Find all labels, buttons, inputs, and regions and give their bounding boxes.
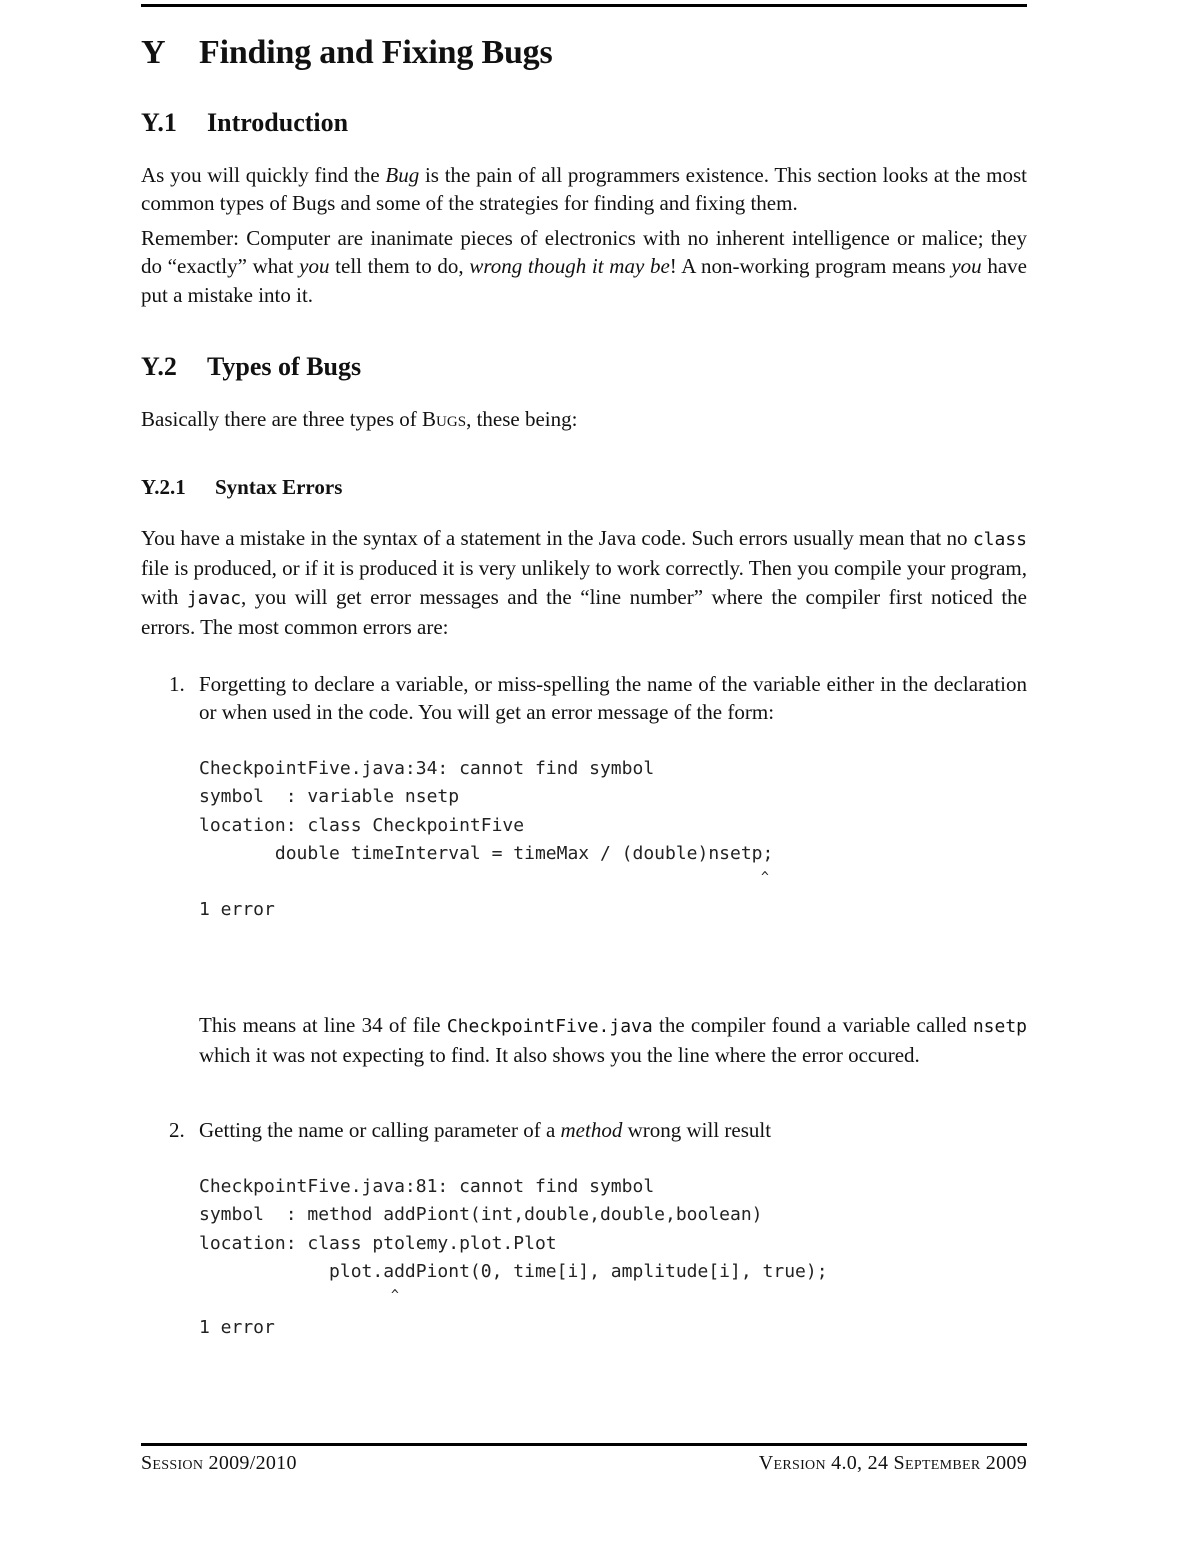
- text-run: Getting the name or calling parameter of a: [199, 1118, 561, 1142]
- chapter-heading: [141, 34, 553, 72]
- footer-version: Version 4.0, 24 September 2009: [758, 1452, 1027, 1474]
- subsection-heading-syntax-errors: [141, 475, 342, 500]
- text-run: the compiler found a variable called: [652, 1013, 973, 1037]
- footer-rule: [141, 1443, 1027, 1446]
- emphasis-you: you: [951, 254, 982, 279]
- intro-paragraph-1: [141, 161, 1027, 218]
- inline-code-class: class: [972, 529, 1027, 550]
- emphasis-bug: Bug: [385, 163, 420, 187]
- text-run: tell them to do,: [329, 254, 470, 279]
- inline-code-variable: nsetp: [972, 1016, 1027, 1037]
- inline-code-javac: javac: [186, 587, 242, 609]
- section-number: Y.1: [141, 108, 177, 137]
- list-item-number: 1.: [169, 672, 185, 696]
- section-title: Introduction: [207, 108, 349, 137]
- section-number: Y.2: [141, 352, 177, 381]
- text-run: Basically there are three types of: [141, 407, 423, 431]
- top-rule: [141, 4, 1027, 7]
- text-run: is the pain of all programmers existence. This section looks at the most common types of Bugs and some of the strategies for finding and fixing them.: [141, 163, 1027, 216]
- text-run: As you will quickly find the: [141, 163, 386, 187]
- text-run: which it was not expecting to find. It also shows you the line where the error occured.: [199, 1043, 920, 1068]
- error-caret: ^: [761, 870, 769, 885]
- error-caret: ^: [391, 1288, 399, 1303]
- text-run: You have a mistake in the syntax of a statement in the Java code. Such errors usually mean that no: [141, 526, 973, 550]
- subsection-title: Syntax Errors: [215, 475, 343, 499]
- text-run: , you will get error messages and the “line number” where the compiler first noticed the errors. The most common errors are:: [141, 584, 1027, 639]
- chapter-number: Y: [141, 34, 166, 71]
- emphasis-method: method: [560, 1118, 623, 1142]
- emphasis-wrong: wrong though it may be: [469, 254, 670, 279]
- code-block-error-2: CheckpointFive.java:81: cannot find symbol symbol : method addPiont(int,double,double,boolean) location: class ptolemy.plot.Plot plot.addPiont(0, time[i], amplitude[i], true); 1 error: [199, 1176, 828, 1339]
- text-run: file is produced, or if it is produced it is very unlikely to work correctly. Then you compile your program, with: [141, 556, 1027, 609]
- list-item-1-explanation: [199, 1011, 1027, 1070]
- text-run: This means at line 34 of file: [199, 1013, 447, 1037]
- text-run: wrong will result: [622, 1118, 772, 1142]
- text-run: have put a mistake into it.: [141, 254, 1027, 307]
- list-item-1-text: Forgetting to declare a variable, or miss-spelling the name of the variable either in the declaration or when used in the code. You will get an error message of the form:: [199, 672, 1027, 725]
- chapter-title: Finding and Fixing Bugs: [199, 34, 553, 71]
- subsection-number: Y.2.1: [141, 475, 186, 499]
- list-item-number: 2.: [169, 1118, 185, 1142]
- text-run: ! A non-working program means: [669, 254, 952, 279]
- inline-code-filename: CheckpointFive.java: [446, 1016, 653, 1037]
- section-heading-introduction: [141, 108, 348, 138]
- text-run: Remember: Computer are inanimate pieces of electronics with no inherent intelligence or malice; they do “exactly” what: [141, 226, 1027, 279]
- list-item-2-text: [199, 1116, 1027, 1144]
- footer-session: Session 2009/2010: [141, 1452, 297, 1474]
- syntax-paragraph: [141, 524, 1027, 641]
- intro-paragraph-2: [141, 224, 1027, 309]
- section-heading-types-of-bugs: [141, 352, 361, 382]
- small-caps-bugs: Bugs: [422, 407, 467, 431]
- code-block-error-1: CheckpointFive.java:34: cannot find symbol symbol : variable nsetp location: class CheckpointFive double timeInterval = timeMax / (double)nsetp; 1 error: [199, 758, 774, 921]
- section-title: Types of Bugs: [207, 352, 362, 381]
- types-paragraph: [141, 405, 1027, 433]
- emphasis-you: you: [299, 254, 330, 279]
- text-run: , these being:: [466, 407, 578, 431]
